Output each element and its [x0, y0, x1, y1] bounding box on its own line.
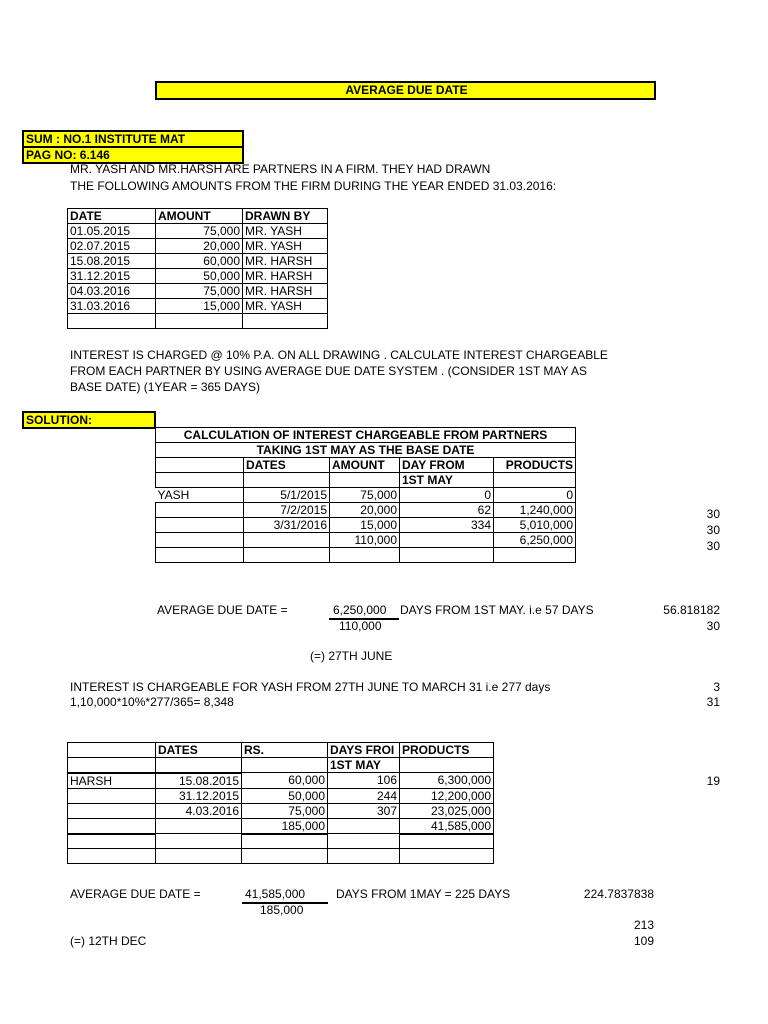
cell-date: 3/31/2016 [244, 518, 330, 533]
cell-amount: 50,000 [242, 788, 328, 803]
side-value: 213 [633, 918, 654, 932]
subheader-1st-may: 1ST MAY [328, 758, 400, 773]
header-dates: DATES [156, 743, 242, 758]
yash-calculation-table [155, 427, 576, 563]
cell-products: 1,240,000 [494, 503, 576, 518]
cell-amount: 50,000 [156, 269, 243, 284]
cell-date: 7/2/2015 [244, 503, 330, 518]
table-subtitle-row [156, 443, 576, 458]
side-value: 31 [706, 695, 720, 709]
table-row [68, 254, 328, 269]
cell-drawn-by: MR. YASH [243, 224, 328, 239]
page-number-label: PAG NO: 6.146 [22, 146, 244, 164]
side-value: 109 [633, 934, 654, 948]
cell-date: 5/1/2015 [244, 488, 330, 503]
cell-days: 106 [328, 773, 400, 789]
cell-days: 334 [400, 518, 494, 533]
header-dates: DATES [244, 458, 330, 473]
header-rs: RS. [242, 743, 328, 758]
cell-products: 5,010,000 [494, 518, 576, 533]
table-header-row [68, 743, 494, 758]
table-subheader-row [68, 758, 494, 773]
harsh-avg-numerator: 41,585,000 [245, 887, 306, 901]
table-row [68, 284, 328, 299]
table-title-row [156, 428, 576, 443]
header-amount: AMOUNT [156, 209, 243, 224]
table-row [156, 503, 576, 518]
harsh-avg-result: DAYS FROM 1MAY = 225 DAYS [336, 887, 511, 901]
table-row [68, 269, 328, 284]
cell-days: 0 [400, 488, 494, 503]
total-amount: 185,000 [242, 818, 328, 834]
harsh-calculation-table [67, 742, 494, 864]
total-products: 41,585,000 [400, 818, 494, 834]
drawings-table [67, 208, 328, 329]
table-row [68, 788, 494, 803]
harsh-due-date: (=) 12TH DEC [70, 934, 147, 948]
cell-products: 12,200,000 [400, 788, 494, 803]
header-date: DATE [68, 209, 156, 224]
cell-date: 31.12.2015 [68, 269, 156, 284]
table-header-row [68, 209, 328, 224]
header-products: PRODUCTS [400, 743, 494, 758]
cell-partner-name: HARSH [68, 773, 156, 789]
harsh-avg-label: AVERAGE DUE DATE = [70, 887, 201, 901]
cell-amount: 15,000 [156, 299, 243, 314]
cell-products: 23,025,000 [400, 803, 494, 818]
table-subtitle: TAKING 1ST MAY AS THE BASE DATE [156, 443, 576, 458]
side-value: 56.818182 [663, 603, 720, 617]
side-value: 224.7837838 [583, 887, 654, 901]
cell-date: 4.03.2016 [156, 803, 242, 818]
question-line-1: MR. YASH AND MR.HARSH ARE PARTNERS IN A FIRM. THEY HAD DRAWN [70, 162, 491, 176]
cell-products: 0 [494, 488, 576, 503]
yash-due-date: (=) 27TH JUNE [310, 649, 393, 663]
table-row [156, 488, 576, 503]
cell-date: 31.12.2015 [156, 788, 242, 803]
cell-date: 01.05.2015 [68, 224, 156, 239]
table-row [68, 239, 328, 254]
table-row-empty [156, 548, 576, 563]
header-products: PRODUCTS [494, 458, 576, 473]
sum-label: SUM : NO.1 INSTITUTE MAT [22, 130, 244, 148]
cell-drawn-by: MR. HARSH [243, 254, 328, 269]
cell-products: 6,300,000 [400, 773, 494, 789]
header-drawn-by: DRAWN BY [243, 209, 328, 224]
table-row [68, 224, 328, 239]
cell-drawn-by: MR. HARSH [243, 284, 328, 299]
cell-date: 15.08.2015 [68, 254, 156, 269]
header-amount: AMOUNT [330, 458, 400, 473]
page-title: AVERAGE DUE DATE [155, 81, 656, 100]
cell-date: 15.08.2015 [156, 773, 242, 789]
solution-label: SOLUTION: [22, 411, 156, 429]
total-amount: 110,000 [330, 533, 400, 548]
table-row [68, 773, 494, 789]
table-row [68, 299, 328, 314]
cell-amount: 75,000 [156, 224, 243, 239]
harsh-avg-denominator: 185,000 [260, 903, 304, 917]
yash-avg-denominator: 110,000 [339, 619, 382, 633]
table-title: CALCULATION OF INTEREST CHARGEABLE FROM PARTNERS [156, 428, 576, 443]
instruction-line-1: INTEREST IS CHARGED @ 10% P.A. ON ALL DRAWING . CALCULATE INTEREST CHARGEABLE [70, 348, 608, 362]
instruction-line-3: BASE DATE) (1YEAR = 365 DAYS) [70, 380, 260, 394]
cell-amount: 60,000 [156, 254, 243, 269]
table-row-empty [68, 834, 494, 849]
cell-amount: 75,000 [330, 488, 400, 503]
cell-amount: 75,000 [156, 284, 243, 299]
side-value: 30 [706, 507, 720, 521]
subheader-1st-may: 1ST MAY [400, 473, 494, 488]
table-row-empty [68, 849, 494, 864]
cell-amount: 60,000 [242, 773, 328, 789]
yash-avg-label: AVERAGE DUE DATE = [157, 603, 288, 617]
yash-interest-line-2: 1,10,000*10%*277/365= 8,348 [70, 695, 234, 709]
table-row-empty [68, 314, 328, 329]
question-line-2: THE FOLLOWING AMOUNTS FROM THE FIRM DURING THE YEAR ENDED 31.03.2016: [70, 179, 557, 193]
side-value: 30 [706, 619, 720, 633]
cell-amount: 20,000 [156, 239, 243, 254]
header-days-from: DAYS FROI [328, 743, 400, 758]
instruction-line-2: FROM EACH PARTNER BY USING AVERAGE DUE DATE SYSTEM . (CONSIDER 1ST MAY AS [70, 364, 587, 378]
cell-amount: 15,000 [330, 518, 400, 533]
table-header-row [156, 458, 576, 473]
cell-date: 02.07.2015 [68, 239, 156, 254]
cell-days: 244 [328, 788, 400, 803]
cell-drawn-by: MR. HARSH [243, 269, 328, 284]
table-row [68, 803, 494, 818]
cell-amount: 20,000 [330, 503, 400, 518]
cell-amount: 75,000 [242, 803, 328, 818]
side-value: 30 [706, 539, 720, 553]
table-row [156, 518, 576, 533]
table-total-row [156, 533, 576, 548]
yash-interest-line-1: INTEREST IS CHARGEABLE FOR YASH FROM 27TH JUNE TO MARCH 31 i.e 277 days [70, 680, 551, 694]
total-products: 6,250,000 [494, 533, 576, 548]
cell-days: 307 [328, 803, 400, 818]
cell-drawn-by: MR. YASH [243, 299, 328, 314]
cell-drawn-by: MR. YASH [243, 239, 328, 254]
yash-avg-result: DAYS FROM 1ST MAY. i.e 57 DAYS [400, 603, 594, 617]
cell-days: 62 [400, 503, 494, 518]
table-total-row [68, 818, 494, 834]
side-value: 3 [713, 680, 720, 694]
yash-avg-numerator: 6,250,000 [333, 603, 387, 617]
cell-date: 31.03.2016 [68, 299, 156, 314]
cell-date: 04.03.2016 [68, 284, 156, 299]
side-value: 30 [706, 523, 720, 537]
header-day-from: DAY FROM [400, 458, 494, 473]
table-subheader-row [156, 473, 576, 488]
cell-partner-name: YASH [156, 488, 244, 503]
side-value: 19 [706, 774, 720, 788]
